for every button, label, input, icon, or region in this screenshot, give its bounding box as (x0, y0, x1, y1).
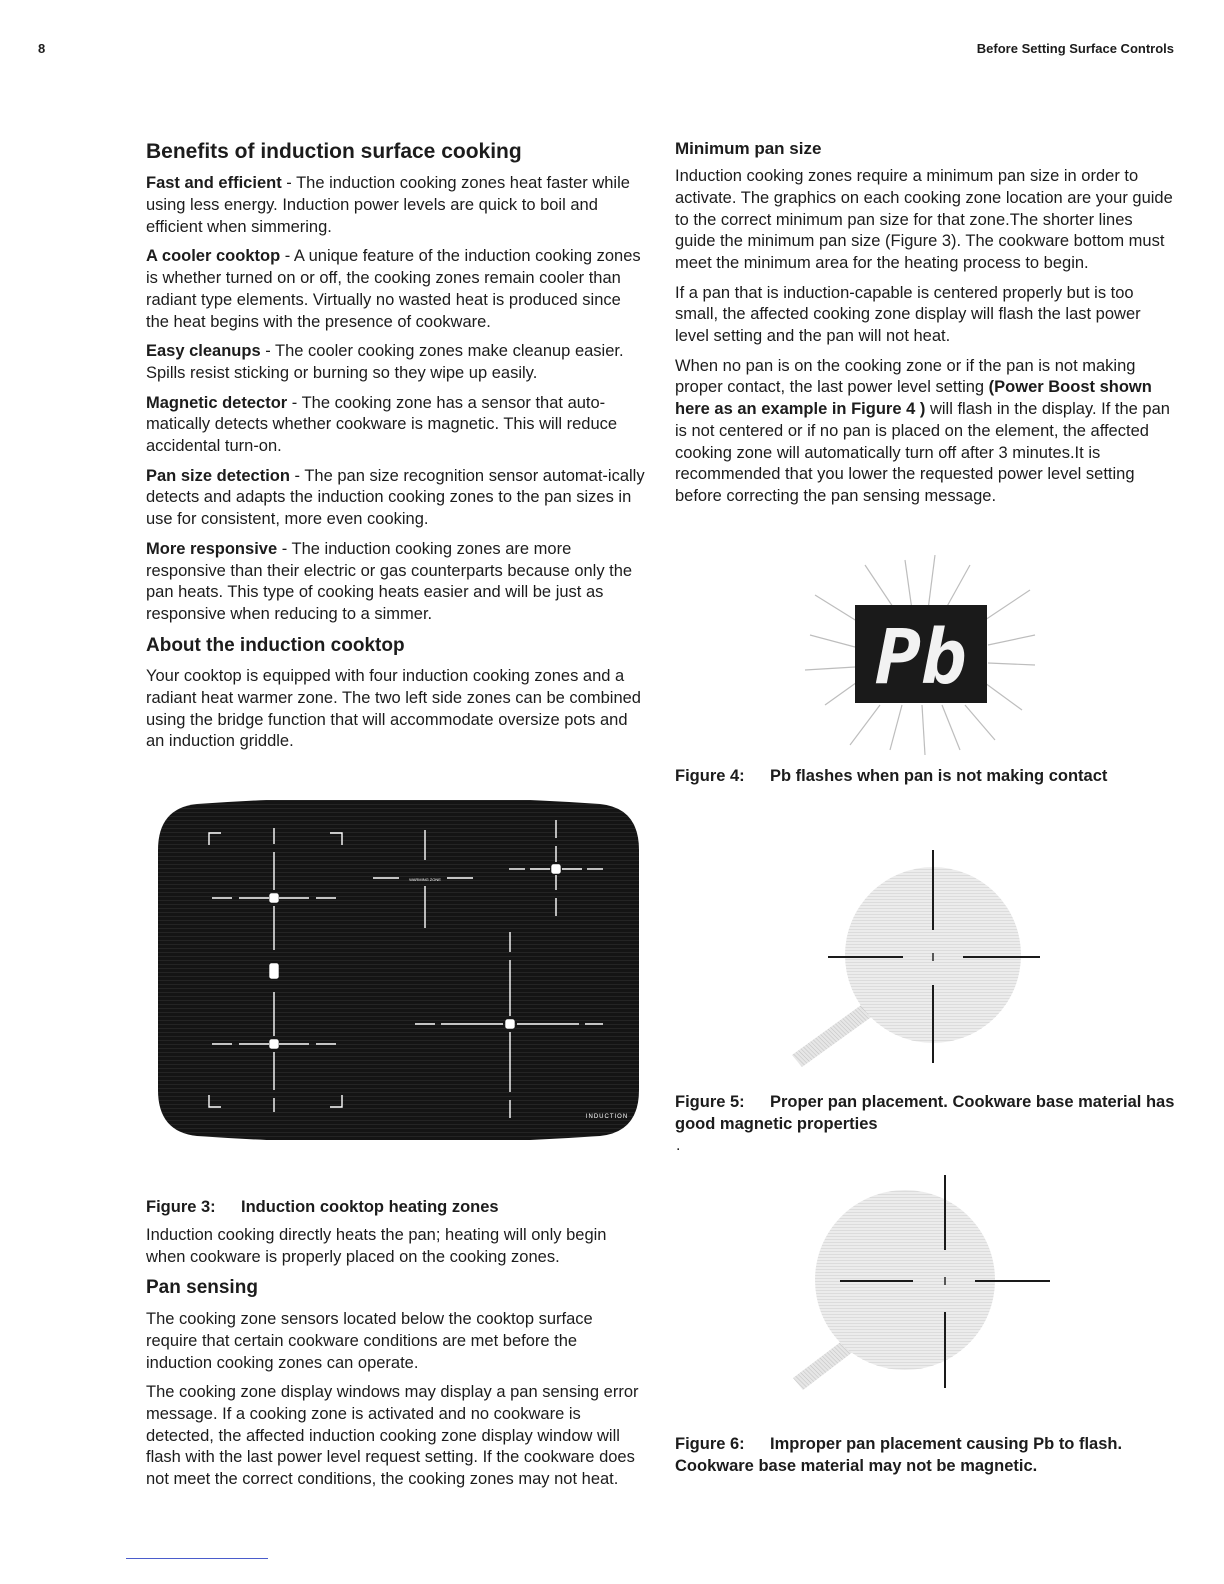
benefit-text: - A unique feature of the induction cooking zones is whether turned on or off, the cooking zones remain cooler than radiant type elements. Virtually no wasted heat is produced since the heat begins with the presence of cookware. (146, 247, 641, 331)
about-heading: About the induction cooktop (146, 634, 405, 656)
benefit-text: - The cooking zone has a sensor that auto-matically detects whether cookware is magnetic. This will reduce accidental turn-on. (146, 393, 618, 456)
text-run: will flash in the display. If the pan is not centered or if no pan is placed on the element, the affected cooking zone will automatically turn off after 3 minutes.It is recommended that you lower the requested power level setting before correcting the pan sensing message. (675, 400, 1170, 505)
benefit-term: More responsive (146, 539, 278, 558)
right-column (675, 138, 1175, 516)
induction-heating-text: Induction cooking directly heats the pan; heating will only begin when cookware is properly placed on the cooking zones. (146, 1226, 607, 1266)
figure3-caption (146, 1196, 646, 1218)
figure-caption-text: Improper pan placement causing Pb to flash. Cookware base material may not be magnetic. (675, 1435, 1123, 1475)
running-header: Before Setting Surface Controls (976, 41, 1174, 56)
figure5-caption (675, 1091, 1185, 1135)
benefit-text: - The cooler cooking zones make cleanup easier. Spills resist sticking or burning so they wipe up easily. (146, 342, 624, 382)
cooktop-surface (158, 800, 639, 1140)
pb-display-text: Pb (875, 612, 967, 701)
left-column (146, 138, 646, 761)
pan-sensing-paragraph: The cooking zone sensors located below the cooktop surface require that certain cookware conditions are met before the induction cooking zones can operate. (146, 1310, 593, 1372)
about-text: Your cooktop is equipped with four induction cooking zones and a radiant heat warmer zone. The two left side zones can be combined using the bridge function that will accommodate oversize pots and an induction griddle. (146, 667, 641, 751)
stray-period: . (676, 1137, 681, 1154)
pan-sensing-paragraph: The cooking zone display windows may display a pan sensing error message. If a cooking zone is activated and no cookware is detected, the affected induction cooking zone display window will flash with the last power level request setting. If the cookware does not meet the correct conditions, the cooking zones may not heat. (146, 1383, 639, 1489)
benefits-heading: Benefits of induction surface cooking (146, 140, 522, 163)
figure-number: Figure 6: (675, 1435, 745, 1453)
figure-caption-text: Induction cooktop heating zones (241, 1198, 499, 1216)
min-pan-paragraph: Induction cooking zones require a minimum pan size in order to activate. The graphics on each cooking zone location are your guide to the correct minimum pan size for that zone.The shorter lines guide the minimum pan size (Figure 3). The cookware bottom must meet the minimum area for the heating process to begin. (675, 167, 1173, 272)
benefit-term: Fast and efficient (146, 174, 282, 193)
benefit-term: Pan size detection (146, 466, 290, 485)
min-pan-paragraph: If a pan that is induction-capable is centered properly but is too small, the affected cooking zone display will flash the last power level setting and the pan will not heat. (675, 283, 1141, 346)
benefit-fast (146, 173, 646, 238)
improper-pan-figure (785, 1170, 1060, 1395)
text-run: When no pan is on the cooking zone or if the pan is not making proper contact, the last power level setting (675, 356, 1136, 397)
min-pan-paragraph (675, 356, 1175, 508)
page-number: 8 (38, 41, 46, 56)
pb-display-figure (800, 555, 1040, 755)
benefit-magnetic (146, 393, 646, 458)
benefit-term: A cooler cooktop (146, 247, 281, 266)
benefit-term: Easy cleanups (146, 342, 261, 361)
figure-caption-text: Pb flashes when pan is not making contact (770, 767, 1108, 785)
benefit-cooler (146, 246, 646, 333)
figure-number: Figure 4: (675, 767, 745, 785)
proper-pan-figure (780, 845, 1050, 1075)
benefit-text: - The induction cooking zones heat faster while using less energy. Induction power levels are quick to boil and efficient when simmering. (146, 174, 630, 236)
induction-label: INDUCTION (585, 1114, 629, 1120)
figure4-caption (675, 765, 1185, 787)
warming-zone-label: WARMING ZONE (409, 877, 441, 882)
cooktop-diagram (157, 800, 640, 1140)
figure-number: Figure 3: (146, 1198, 216, 1216)
benefit-text: - The pan size recognition sensor automat-ically detects and adapts the induction cooking zones to the pan sizes in use for consistent, more even cooking. (146, 466, 645, 529)
figure-number: Figure 5: (675, 1093, 745, 1111)
min-pan-heading: Minimum pan size (675, 139, 822, 158)
power-boost-note: (Power Boost shown here as an example in Figure 4 ) (675, 378, 1152, 419)
figure6-caption (675, 1433, 1185, 1477)
benefit-text: - The induction cooking zones are more responsive than their electric or gas counterparts because only the pan heats. This type of cooking heats easier and will be just as responsive when reducing to a simmer. (146, 539, 633, 623)
benefit-term: Magnetic detector (146, 393, 288, 412)
benefit-responsive (146, 539, 646, 626)
pan-sensing-heading: Pan sensing (146, 1277, 258, 1299)
left-column-lower (146, 1225, 646, 1499)
benefit-cleanup (146, 341, 646, 384)
footnote-rule (126, 1558, 268, 1559)
figure-caption-text: Proper pan placement. Cookware base material has good magnetic properties (675, 1093, 1175, 1133)
benefit-pan-size (146, 466, 646, 531)
